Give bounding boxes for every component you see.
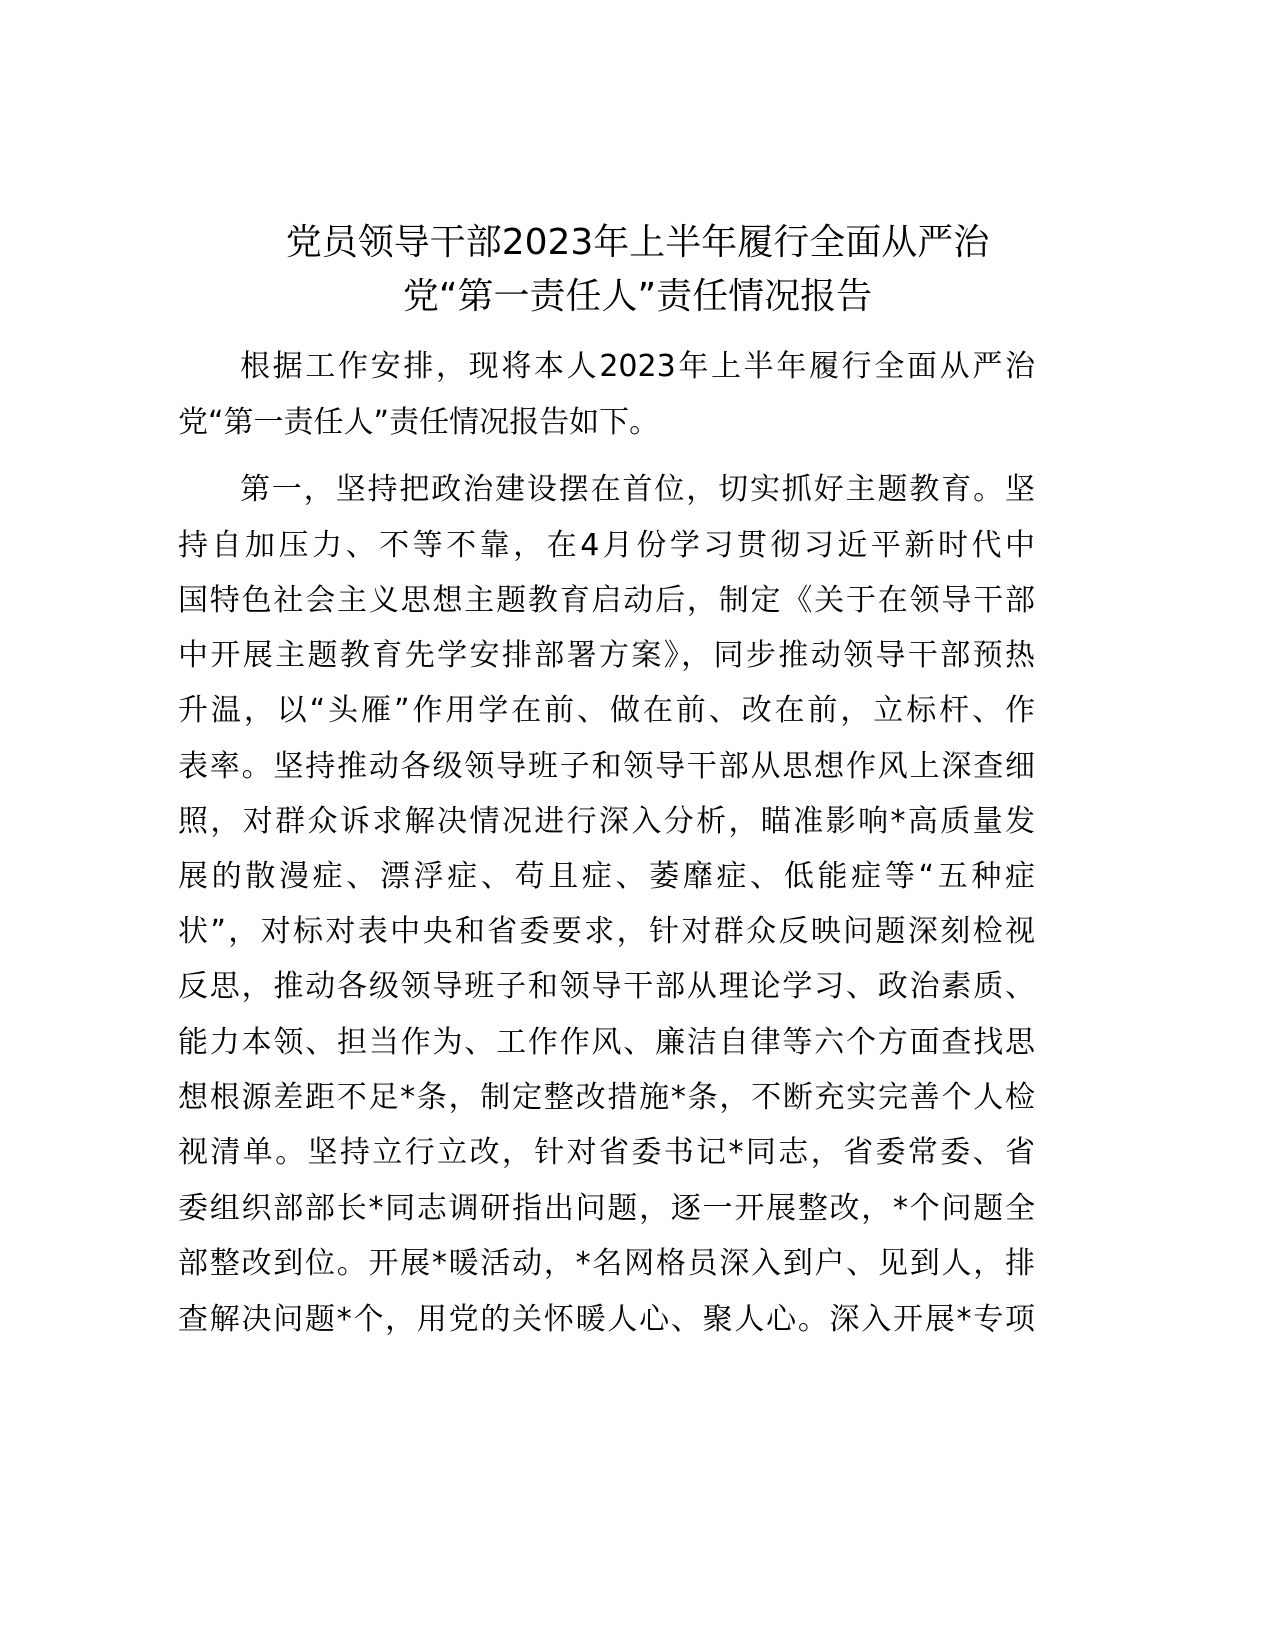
- paragraph-line: 中开展主题教育先学安排部署方案》，同步推动领导干部预热: [178, 638, 1035, 673]
- paragraph-line: 根据工作安排，现将本人2023年上半年履行全面从严治: [240, 349, 1035, 384]
- paragraph-line: 状”，对标对表中央和省委要求，针对群众反映问题深刻检视: [178, 914, 1035, 949]
- paragraph-line: 反思，推动各级领导班子和领导干部从理论学习、政治素质、: [178, 969, 1035, 1004]
- document-title-line-1: 党员领导干部2023年上半年履行全面从严治: [285, 222, 990, 263]
- paragraph-line: 委组织部部长*同志调研指出问题，逐一开展整改，*个问题全: [178, 1191, 1035, 1226]
- paragraph-line: 党“第一责任人”责任情况报告如下。: [178, 405, 660, 440]
- paragraph-line: 照，对群众诉求解决情况进行深入分析，瞄准影响*高质量发: [178, 804, 1035, 839]
- paragraph-line: 展的散漫症、漂浮症、苟且症、萎靡症、低能症等“五种症: [178, 859, 1035, 894]
- paragraph-line: 想根源差距不足*条，制定整改措施*条，不断充实完善个人检: [178, 1080, 1035, 1115]
- paragraph-line: 国特色社会主义思想主题教育启动后，制定《关于在领导干部: [178, 583, 1035, 618]
- paragraph-line: 升温，以“头雁”作用学在前、做在前、改在前，立标杆、作: [178, 693, 1035, 728]
- document-title-line-2: 党“第一责任人”责任情况报告: [402, 276, 873, 317]
- paragraph-line: 第一，坚持把政治建设摆在首位，切实抓好主题教育。坚: [240, 472, 1035, 507]
- paragraph-line: 部整改到位。开展*暖活动，*名网格员深入到户、见到人，排: [178, 1246, 1035, 1281]
- paragraph-line: 查解决问题*个，用党的关怀暖人心、聚人心。深入开展*专项: [178, 1302, 1035, 1337]
- paragraph-line: 视清单。坚持立行立改，针对省委书记*同志，省委常委、省: [178, 1135, 1035, 1170]
- paragraph-line: 持自加压力、不等不靠，在4月份学习贯彻习近平新时代中: [178, 528, 1035, 563]
- paragraph-line: 表率。坚持推动各级领导班子和领导干部从思想作风上深查细: [178, 749, 1035, 784]
- paragraph-line: 能力本领、担当作为、工作作风、廉洁自律等六个方面查找思: [178, 1025, 1035, 1060]
